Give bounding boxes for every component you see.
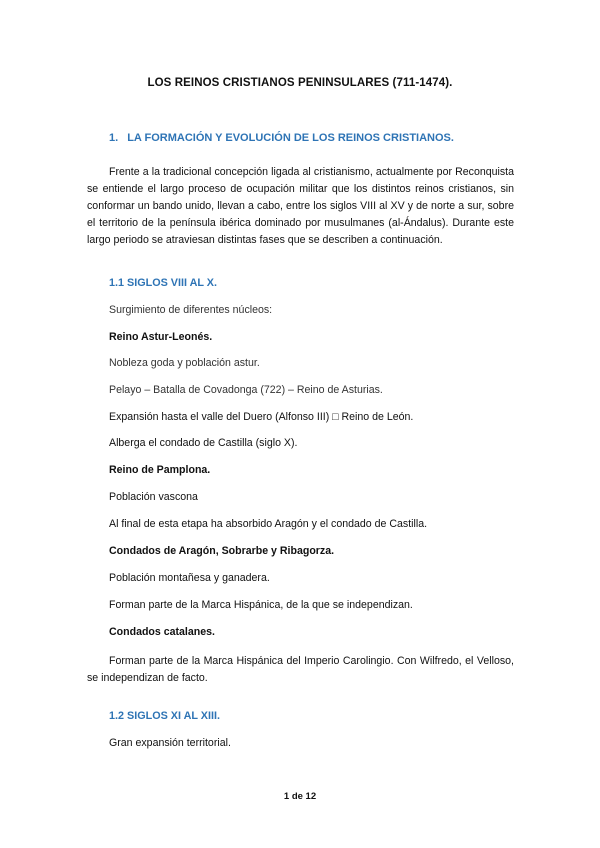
page-number: 1 de 12 bbox=[283, 791, 317, 802]
line-condados-catalanes: Condados catalanes. bbox=[109, 626, 215, 638]
intro-paragraph: Frente a la tradicional concepción ligada al cristianismo, actualmente por Reconquista se entiende el largo proceso de ocupación militar que los distintos reinos cristianos, sin conformar un bando unido, llevan a cabo, entre los siglos VIII al XV y de norte a sur, sobre el territorio de la península ibérica dominado por musulmanes (al-Ándalus). Durante este largo periodo se atraviesan distintas fases que se describen a continuación. bbox=[87, 166, 514, 246]
catalan-paragraph-block bbox=[87, 653, 514, 687]
intro-paragraph-block bbox=[87, 164, 514, 249]
line-reino-astur-leones: Reino Astur-Leonés. bbox=[109, 331, 213, 343]
line-marca-hispanica: Forman parte de la Marca Hispánica, de la que se independizan. bbox=[109, 599, 413, 611]
subsection-1-2-heading: 1.2 SIGLOS XI AL XIII. bbox=[109, 710, 221, 722]
line-condado-castilla: Alberga el condado de Castilla (siglo X). bbox=[109, 437, 298, 449]
section-1-heading bbox=[109, 132, 454, 144]
line-gran-expansion: Gran expansión territorial. bbox=[109, 737, 231, 749]
line-poblacion-montanesa: Población montañesa y ganadera. bbox=[109, 572, 270, 584]
line-expansion-duero: Expansión hasta el valle del Duero (Alfonso III) □ Reino de León. bbox=[109, 411, 414, 423]
line-final-etapa: Al final de esta etapa ha absorbido Aragón y el condado de Castilla. bbox=[109, 518, 428, 530]
section-1-heading-text: LA FORMACIÓN Y EVOLUCIÓN DE LOS REINOS CRISTIANOS. bbox=[127, 132, 454, 144]
catalan-paragraph: Forman parte de la Marca Hispánica del Imperio Carolingio. Con Wilfredo, el Velloso, se independizan de facto. bbox=[87, 655, 514, 684]
line-surgimiento: Surgimiento de diferentes núcleos: bbox=[109, 304, 273, 316]
line-nobleza-goda: Nobleza goda y población astur. bbox=[109, 357, 260, 369]
line-condados-aragon: Condados de Aragón, Sobrarbe y Ribagorza. bbox=[109, 545, 335, 557]
line-poblacion-vascona: Población vascona bbox=[109, 491, 198, 503]
section-1-number: 1. bbox=[109, 132, 119, 144]
document-title: LOS REINOS CRISTIANOS PENINSULARES (711-1474). bbox=[147, 77, 453, 89]
line-reino-pamplona: Reino de Pamplona. bbox=[109, 464, 211, 476]
line-pelayo: Pelayo – Batalla de Covadonga (722) – Reino de Asturias. bbox=[109, 384, 383, 396]
subsection-1-1-heading: 1.1 SIGLOS VIII AL X. bbox=[109, 277, 218, 289]
